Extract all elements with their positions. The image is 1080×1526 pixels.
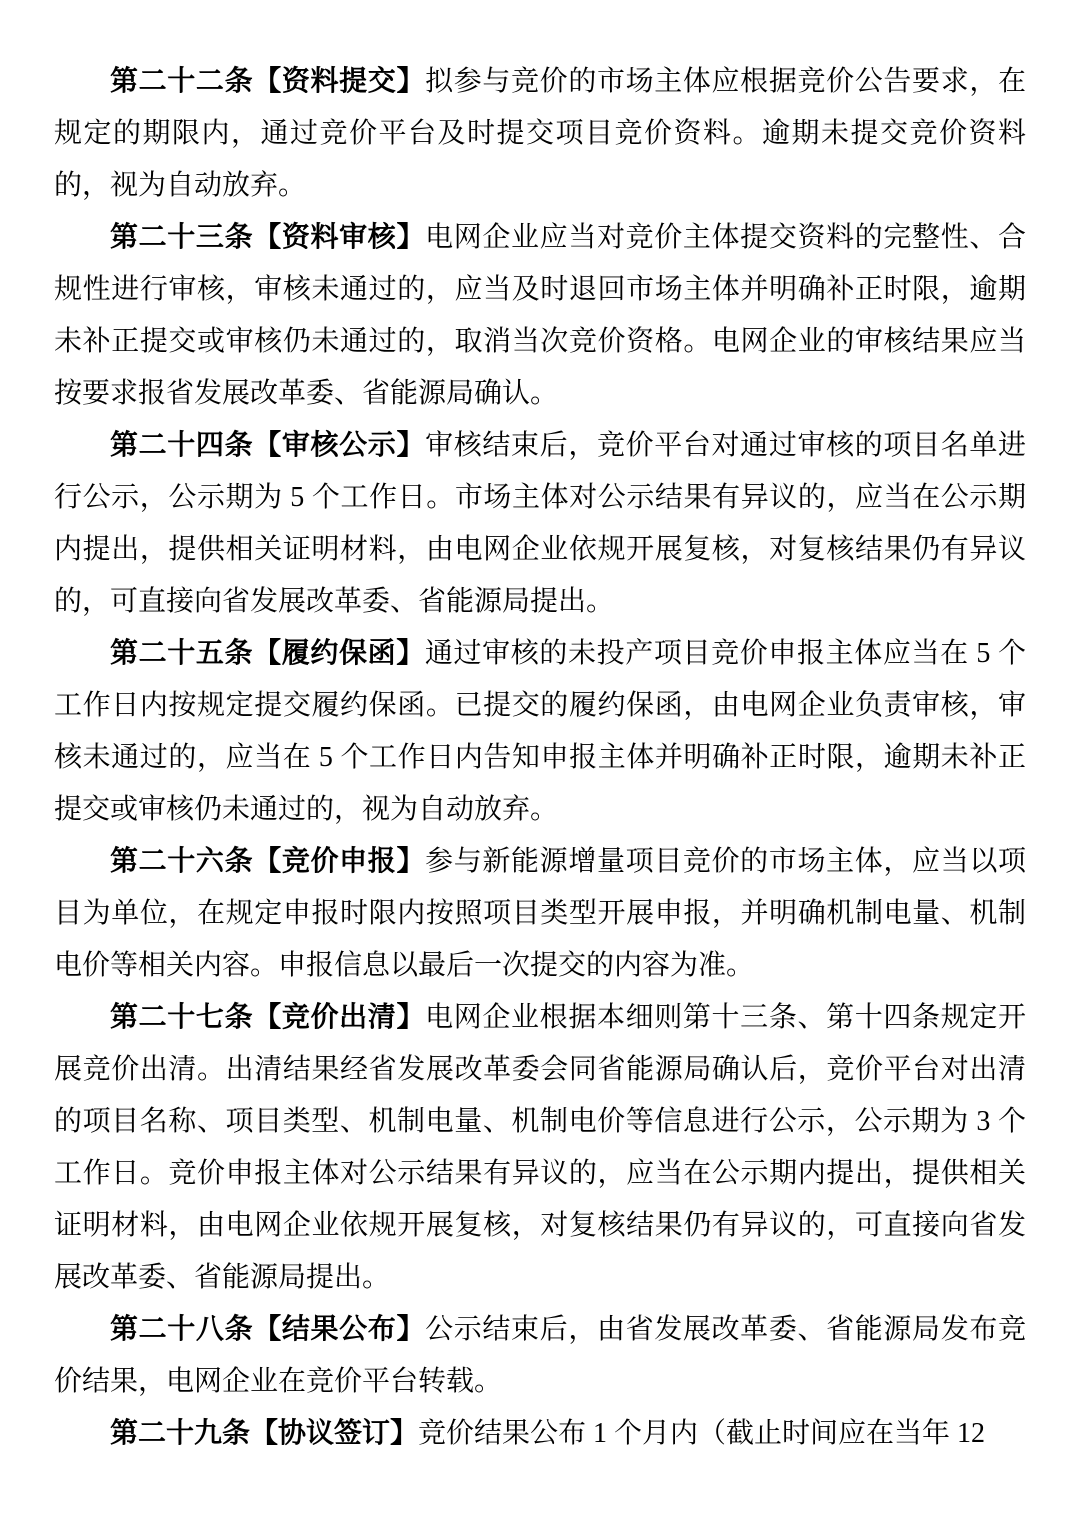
article-25-body: 通过审核的未投产项目竞价申报主体应当在 5 个工作日内按规定提交履约保函。已提交的履约保函，由电网企业负责审核，审核未通过的，应当在 5 个工作日内告知申报主体并明确补正时限，逾期未补正提交或审核仍未通过的，视为自动放弃。 <box>54 638 1026 825</box>
article-25 <box>54 628 1026 836</box>
article-23-heading: 第二十三条【资料审核】 <box>110 222 426 253</box>
article-28-body: 公示结束后，由省发展改革委、省能源局发布竞价结果，电网企业在竞价平台转载。 <box>54 1314 1026 1397</box>
article-24-heading: 第二十四条【审核公示】 <box>110 430 426 461</box>
article-26-heading: 第二十六条【竞价申报】 <box>110 846 426 877</box>
article-29-heading: 第二十九条【协议签订】 <box>110 1418 419 1449</box>
article-26-body: 参与新能源增量项目竞价的市场主体，应当以项目为单位，在规定申报时限内按照项目类型开展申报，并明确机制电量、机制电价等相关内容。申报信息以最后一次提交的内容为准。 <box>54 846 1026 981</box>
article-22-body: 拟参与竞价的市场主体应根据竞价公告要求，在规定的期限内，通过竞价平台及时提交项目竞价资料。逾期未提交竞价资料的，视为自动放弃。 <box>54 66 1026 201</box>
article-23-body: 电网企业应当对竞价主体提交资料的完整性、合规性进行审核，审核未通过的，应当及时退回市场主体并明确补正时限，逾期未补正提交或审核仍未通过的，取消当次竞价资格。电网企业的审核结果应当按要求报省发展改革委、省能源局确认。 <box>54 222 1026 409</box>
article-29-body: 竞价结果公布 1 个月内（截止时间应在当年 12 <box>418 1418 986 1449</box>
article-22 <box>54 56 1026 212</box>
article-28-heading: 第二十八条【结果公布】 <box>110 1314 426 1345</box>
article-22-heading: 第二十二条【资料提交】 <box>110 66 426 97</box>
article-24-body: 审核结束后，竞价平台对通过审核的项目名单进行公示，公示期为 5 个工作日。市场主体对公示结果有异议的，应当在公示期内提出，提供相关证明材料，由电网企业依规开展复核，对复核结果仍有异议的，可直接向省发展改革委、省能源局提出。 <box>54 430 1026 617</box>
article-28 <box>54 1304 1026 1408</box>
article-23 <box>54 212 1026 420</box>
article-26 <box>54 836 1026 992</box>
article-27 <box>54 992 1026 1304</box>
article-27-body: 电网企业根据本细则第十三条、第十四条规定开展竞价出清。出清结果经省发展改革委会同省能源局确认后，竞价平台对出清的项目名称、项目类型、机制电量、机制电价等信息进行公示，公示期为 3 个工作日。竞价申报主体对公示结果有异议的，应当在公示期内提出，提供相关证明材料，由电网企业依规开展复核，对复核结果仍有异议的，可直接向省发展改革委、省能源局提出。 <box>54 1002 1026 1293</box>
article-25-heading: 第二十五条【履约保函】 <box>110 638 425 669</box>
article-27-heading: 第二十七条【竞价出清】 <box>110 1002 426 1033</box>
article-24 <box>54 420 1026 628</box>
article-29 <box>54 1408 1026 1460</box>
